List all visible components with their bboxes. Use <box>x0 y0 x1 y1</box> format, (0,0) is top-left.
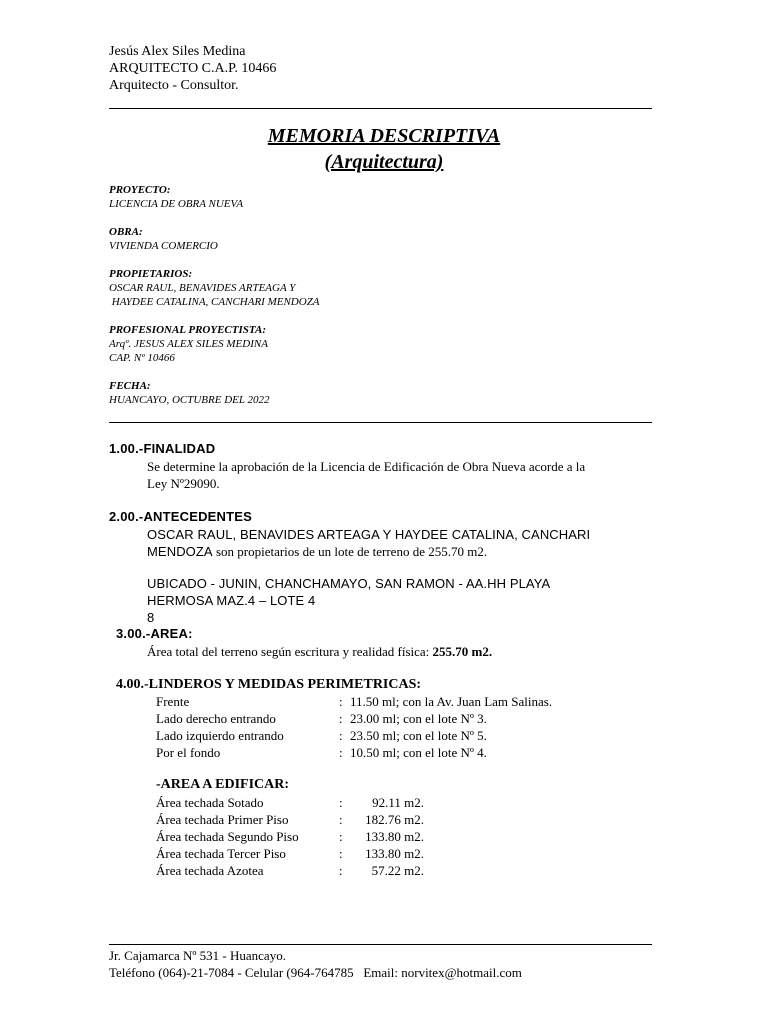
antecedentes-line-4: HERMOSA MAZ.4 – LOTE 4 <box>147 593 316 608</box>
obra-value: VIVIENDA COMERCIO <box>109 240 218 252</box>
fecha-value: HUANCAYO, OCTUBRE DEL 2022 <box>109 394 270 406</box>
document-subtitle: (Arquitectura) <box>324 151 444 173</box>
table-row-separator: : <box>339 728 343 743</box>
profesional-label: PROFESIONAL PROYECTISTA: <box>109 324 266 336</box>
footer-address: Jr. Cajamarca Nº 531 - Huancayo. <box>109 948 286 963</box>
section-area-heading: 3.00.-AREA: <box>116 626 193 641</box>
finalidad-line-2: Ley Nº29090. <box>147 476 220 491</box>
table-row-label: Lado izquierdo entrando <box>156 728 284 743</box>
meta-divider <box>109 422 652 423</box>
table-row-label: Frente <box>156 694 190 709</box>
propietarios-label: PROPIETARIOS: <box>109 268 193 280</box>
table-row-label: Lado derecho entrando <box>156 711 276 726</box>
header-divider <box>109 108 652 109</box>
table-row-separator: : <box>339 829 343 844</box>
document-title: MEMORIA DESCRIPTIVA <box>267 125 501 147</box>
proyecto-label: PROYECTO: <box>109 184 171 196</box>
table-row-label: Área techada Sotado <box>156 795 264 810</box>
section-finalidad-heading: 1.00.-FINALIDAD <box>109 441 216 456</box>
footer-divider <box>109 944 652 945</box>
propietarios-line-1: OSCAR RAUL, BENAVIDES ARTEAGA Y <box>109 282 296 294</box>
table-row-value: 133.80 m2. <box>365 846 424 861</box>
antecedentes-line-1: OSCAR RAUL, BENAVIDES ARTEAGA Y HAYDEE CATALINA, CANCHARI <box>147 527 591 542</box>
table-row-value: 92.11 m2. <box>372 795 424 810</box>
table-row-value: 11.50 ml; con la Av. Juan Lam Salinas. <box>350 694 553 709</box>
table-row-separator: : <box>339 846 343 861</box>
header-title: ARQUITECTO C.A.P. 10466 <box>109 61 277 76</box>
area-text <box>147 643 492 660</box>
antecedentes-line-2 <box>147 543 487 561</box>
antecedentes-line-3: UBICADO - JUNIN, CHANCHAMAYO, SAN RAMON - AA.HH PLAYA <box>147 576 551 591</box>
table-row-value: 57.22 m2. <box>371 863 424 878</box>
propietarios-line-2: HAYDEE CATALINA, CANCHARI MENDOZA <box>109 296 320 308</box>
table-row-separator: : <box>339 745 343 760</box>
antecedentes-line-2-serif: son propietarios de un lote de terreno de 255.70 m2. <box>212 544 488 559</box>
table-row-label: Área techada Primer Piso <box>156 812 289 827</box>
table-row-value: 23.00 ml; con el lote Nº 3. <box>350 711 487 726</box>
header-role: Arquitecto - Consultor. <box>109 78 239 93</box>
table-row-value: 10.50 ml; con el lote Nº 4. <box>350 745 487 760</box>
antecedentes-line-5: 8 <box>147 610 155 625</box>
table-row-separator: : <box>339 711 343 726</box>
section-antecedentes-heading: 2.00.-ANTECEDENTES <box>109 509 253 524</box>
area-value: 255.70 m2. <box>432 644 493 659</box>
table-row-value: 23.50 ml; con el lote Nº 5. <box>350 728 487 743</box>
table-row-value: 182.76 m2. <box>365 812 424 827</box>
table-row-separator: : <box>339 795 343 810</box>
section-area-edificar-heading: -AREA A EDIFICAR: <box>156 777 290 792</box>
section-linderos-heading: 4.00.-LINDEROS Y MEDIDAS PERIMETRICAS: <box>116 677 422 692</box>
table-row-separator: : <box>339 863 343 878</box>
proyecto-value: LICENCIA DE OBRA NUEVA <box>109 198 244 210</box>
table-row-separator: : <box>339 694 343 709</box>
profesional-line-2: CAP. Nº 10466 <box>109 352 175 364</box>
footer-contact: Teléfono (064)-21-7084 - Celular (964-764785 Email: norvitex@hotmail.com <box>109 965 522 980</box>
antecedentes-line-2-sans: MENDOZA <box>147 544 213 559</box>
obra-label: OBRA: <box>109 226 143 238</box>
header-name: Jesús Alex Siles Medina <box>109 44 246 59</box>
profesional-line-1: Arqº. JESUS ALEX SILES MEDINA <box>109 338 268 350</box>
finalidad-line-1: Se determine la aprobación de la Licencia de Edificación de Obra Nueva acorde a la <box>147 459 586 474</box>
table-row-label: Área techada Azotea <box>156 863 264 878</box>
fecha-label: FECHA: <box>109 380 151 392</box>
table-row-label: Por el fondo <box>156 745 221 760</box>
area-description: Área total del terreno según escritura y realidad física: <box>147 644 433 659</box>
table-row-label: Área techada Tercer Piso <box>156 846 286 861</box>
table-row-separator: : <box>339 812 343 827</box>
table-row-value: 133.80 m2. <box>365 829 424 844</box>
table-row-label: Área techada Segundo Piso <box>156 829 299 844</box>
